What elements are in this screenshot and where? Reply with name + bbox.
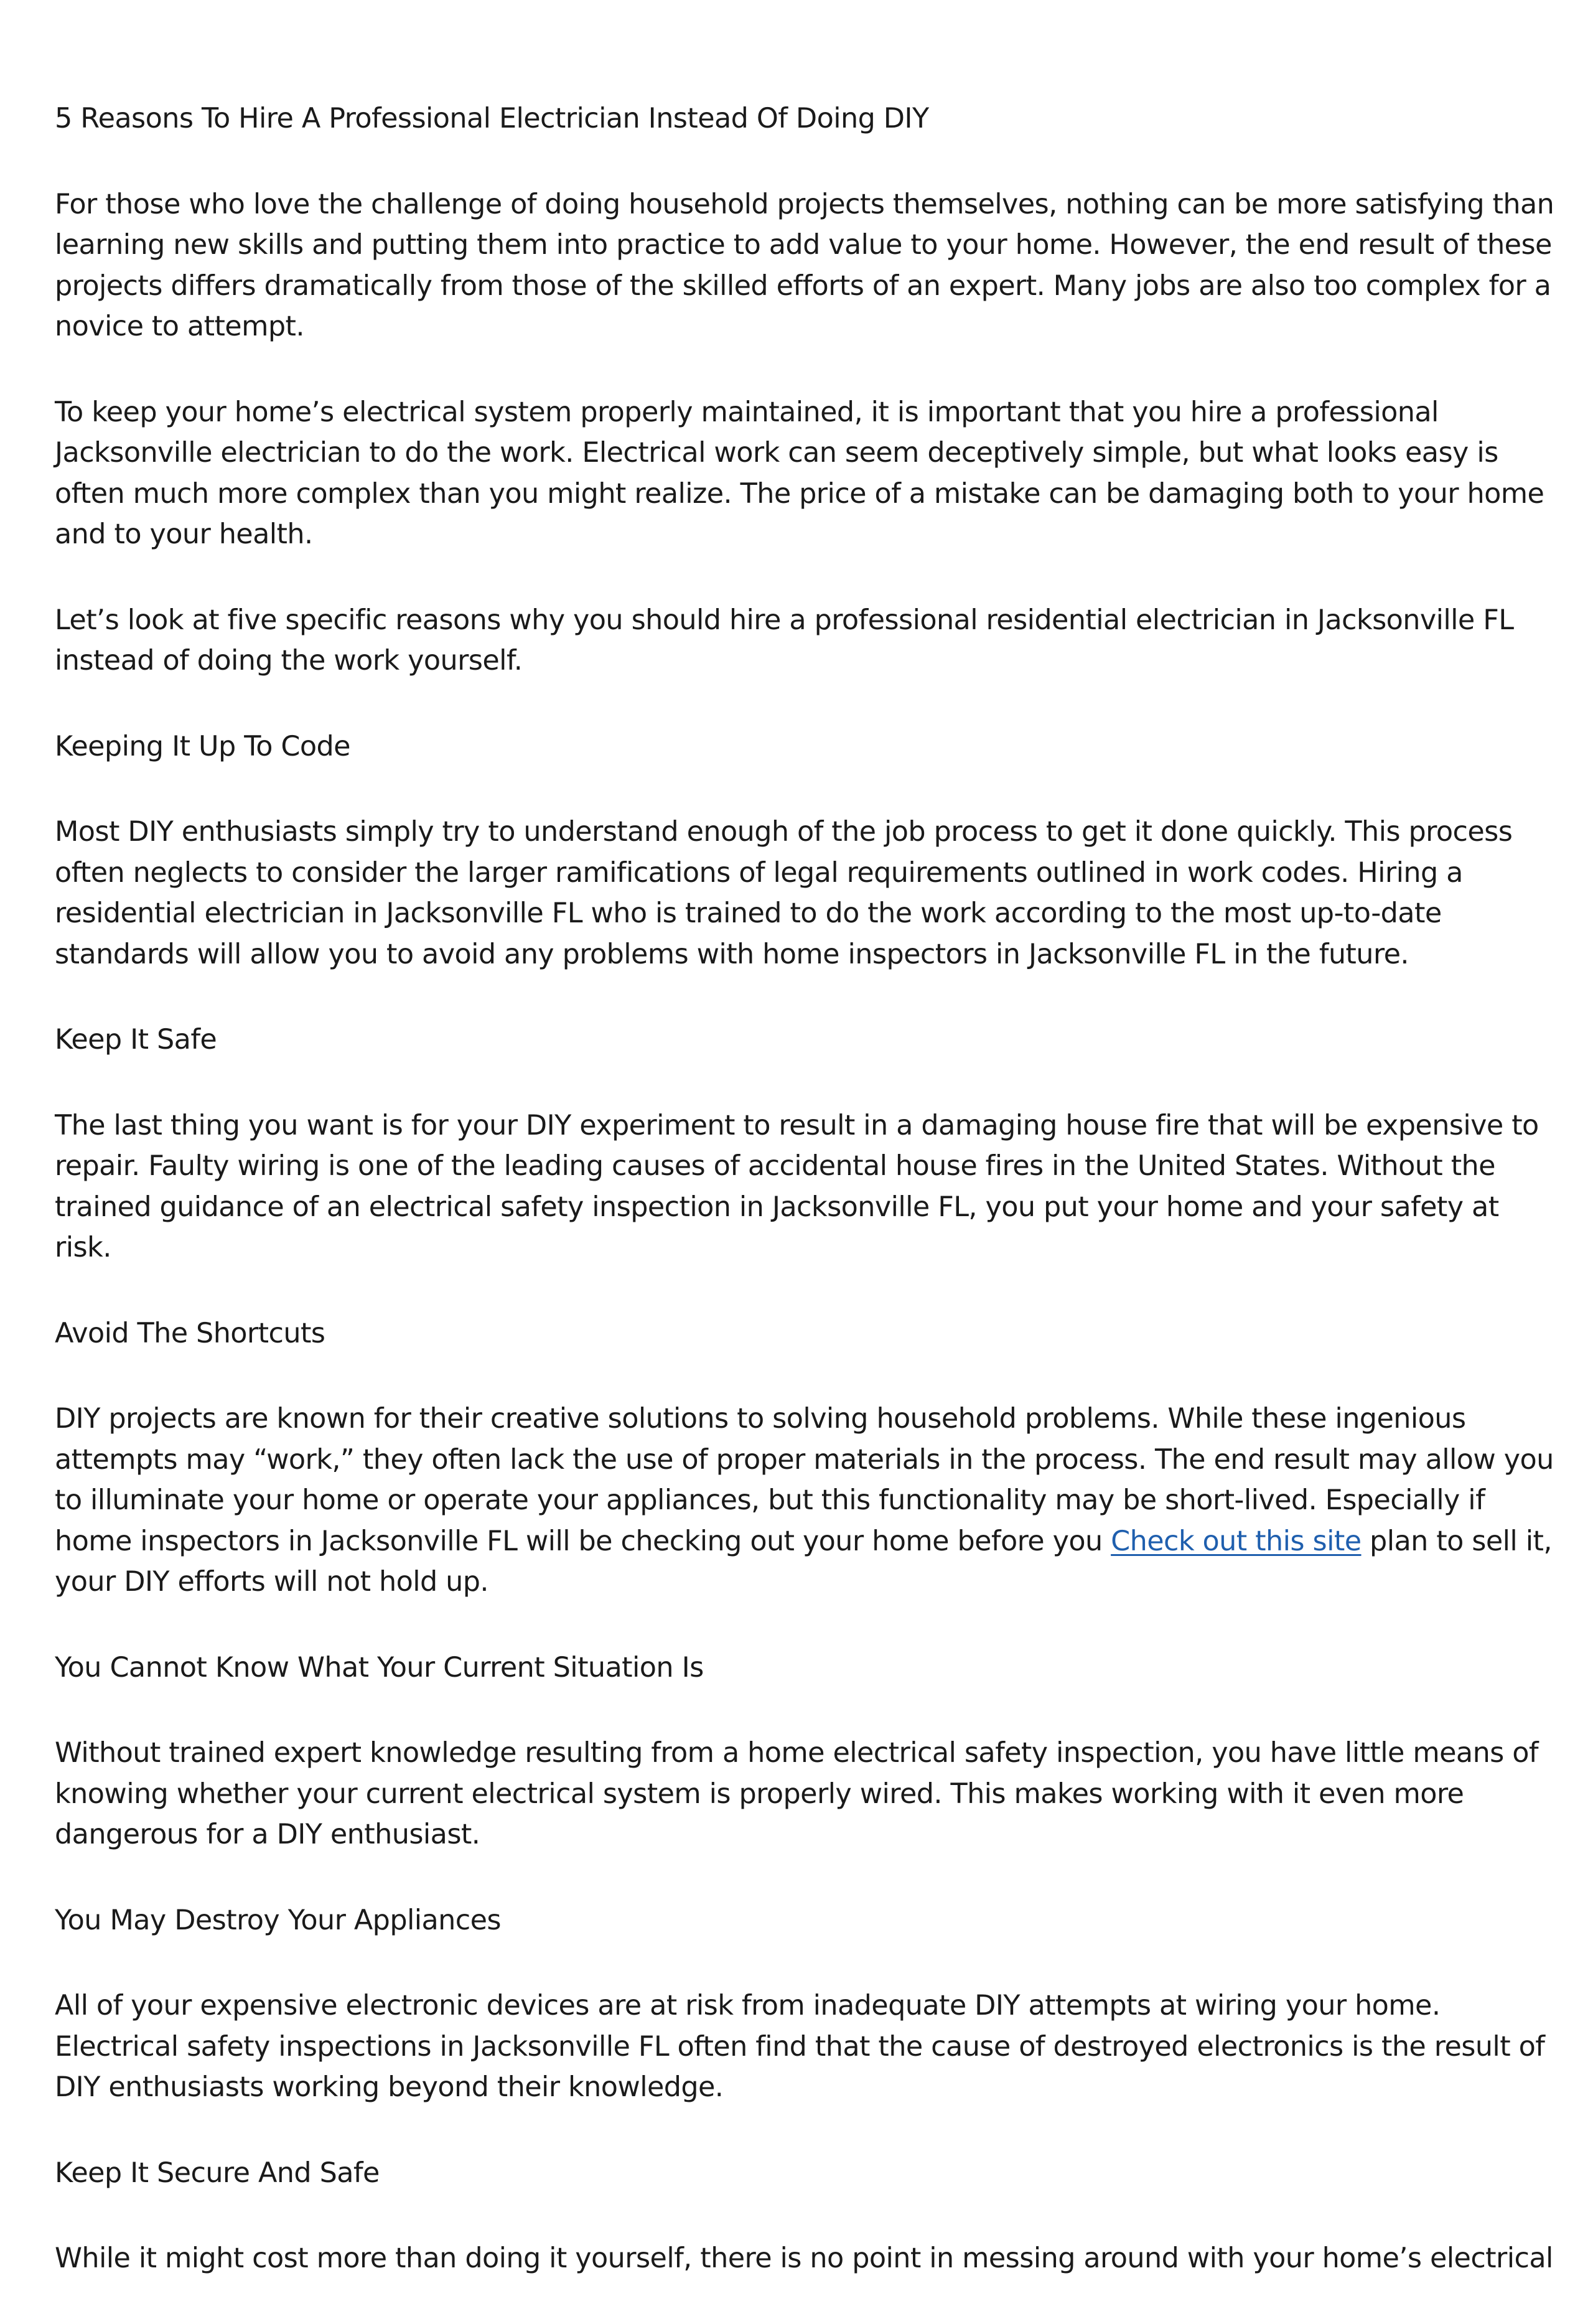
section-paragraph-secure: While it might cost more than doing it yourself, there is no point in messing around with your home’s electrical [55,2242,1553,2274]
shortcuts-text-after-link: plan to sell it, your DIY efforts will not hold up. [55,1525,1552,1598]
section-heading-appliances: You May Destroy Your Appliances [55,1904,501,1936]
section-heading-secure: Keep It Secure And Safe [55,2157,380,2189]
intro-paragraph-1: For those who love the challenge of doing household projects themselves, nothing can be more satisfying than learning new skills and putting them into practice to add value to your home. However, the end result of these projects differs dramatically from those of the skilled efforts of an expert. Many jobs are also too complex for a novice to attempt. [55,188,1554,342]
section-paragraph-shortcuts [55,1399,1561,1603]
section-heading-safe: Keep It Safe [55,1024,217,1056]
section-heading-code: Keeping It Up To Code [55,730,350,762]
intro-paragraph-2: To keep your home’s electrical system properly maintained, it is important that you hire a professional Jacksonville electrician to do the work. Electrical work can seem deceptively simple, but what looks easy is often much more complex than you might realize. The price of a mistake can be damaging both to your home and to your health. [55,396,1544,550]
section-paragraph-safe: The last thing you want is for your DIY experiment to result in a damaging house fire that will be expensive to repair. Faulty wiring is one of the leading causes of accidental house fires in the United States. Without the trained guidance of an electrical safety inspection in Jacksonville FL, you put your home and your safety at risk. [55,1109,1539,1263]
section-paragraph-appliances: All of your expensive electronic devices are at risk from inadequate DIY attempts at wiring your home. Electrical safety inspections in Jacksonville FL often find that the cause of destroyed electronics is the result of DIY enthusiasts working beyond their knowledge. [55,1990,1545,2103]
check-out-this-site-link[interactable]: Check out this site [1111,1525,1362,1557]
document-title: 5 Reasons To Hire A Professional Electrician Instead Of Doing DIY [55,103,929,134]
section-paragraph-code: Most DIY enthusiasts simply try to understand enough of the job process to get it done quickly. This process often neglects to consider the larger ramifications of legal requirements outlined in work codes. Hiring a residential electrician in Jacksonville FL who is trained to do the work according to the most up-to-date standards will allow you to avoid any problems with home inspectors in Jacksonville FL in the future. [55,816,1513,970]
shortcuts-text-before-link: DIY projects are known for their creative solutions to solving household problems. While these ingenious attempts may “work,” they often lack the use of proper materials in the process. The end result may allow you to illuminate your home or operate your appliances, but this functionality may be short-lived. Especially if home inspectors in Jacksonville FL will be checking out your home before you [55,1403,1554,1557]
section-heading-shortcuts: Avoid The Shortcuts [55,1317,325,1349]
section-heading-situation: You Cannot Know What Your Current Situation Is [55,1651,704,1684]
intro-paragraph-3: Let’s look at five specific reasons why you should hire a professional residential electrician in Jacksonville FL instead of doing the work yourself. [55,604,1514,677]
section-paragraph-situation: Without trained expert knowledge resulting from a home electrical safety inspection, you have little means of knowing whether your current electrical system is properly wired. This makes working with it even more dangerous for a DIY enthusiast. [55,1737,1538,1850]
document-page [55,98,1561,2324]
